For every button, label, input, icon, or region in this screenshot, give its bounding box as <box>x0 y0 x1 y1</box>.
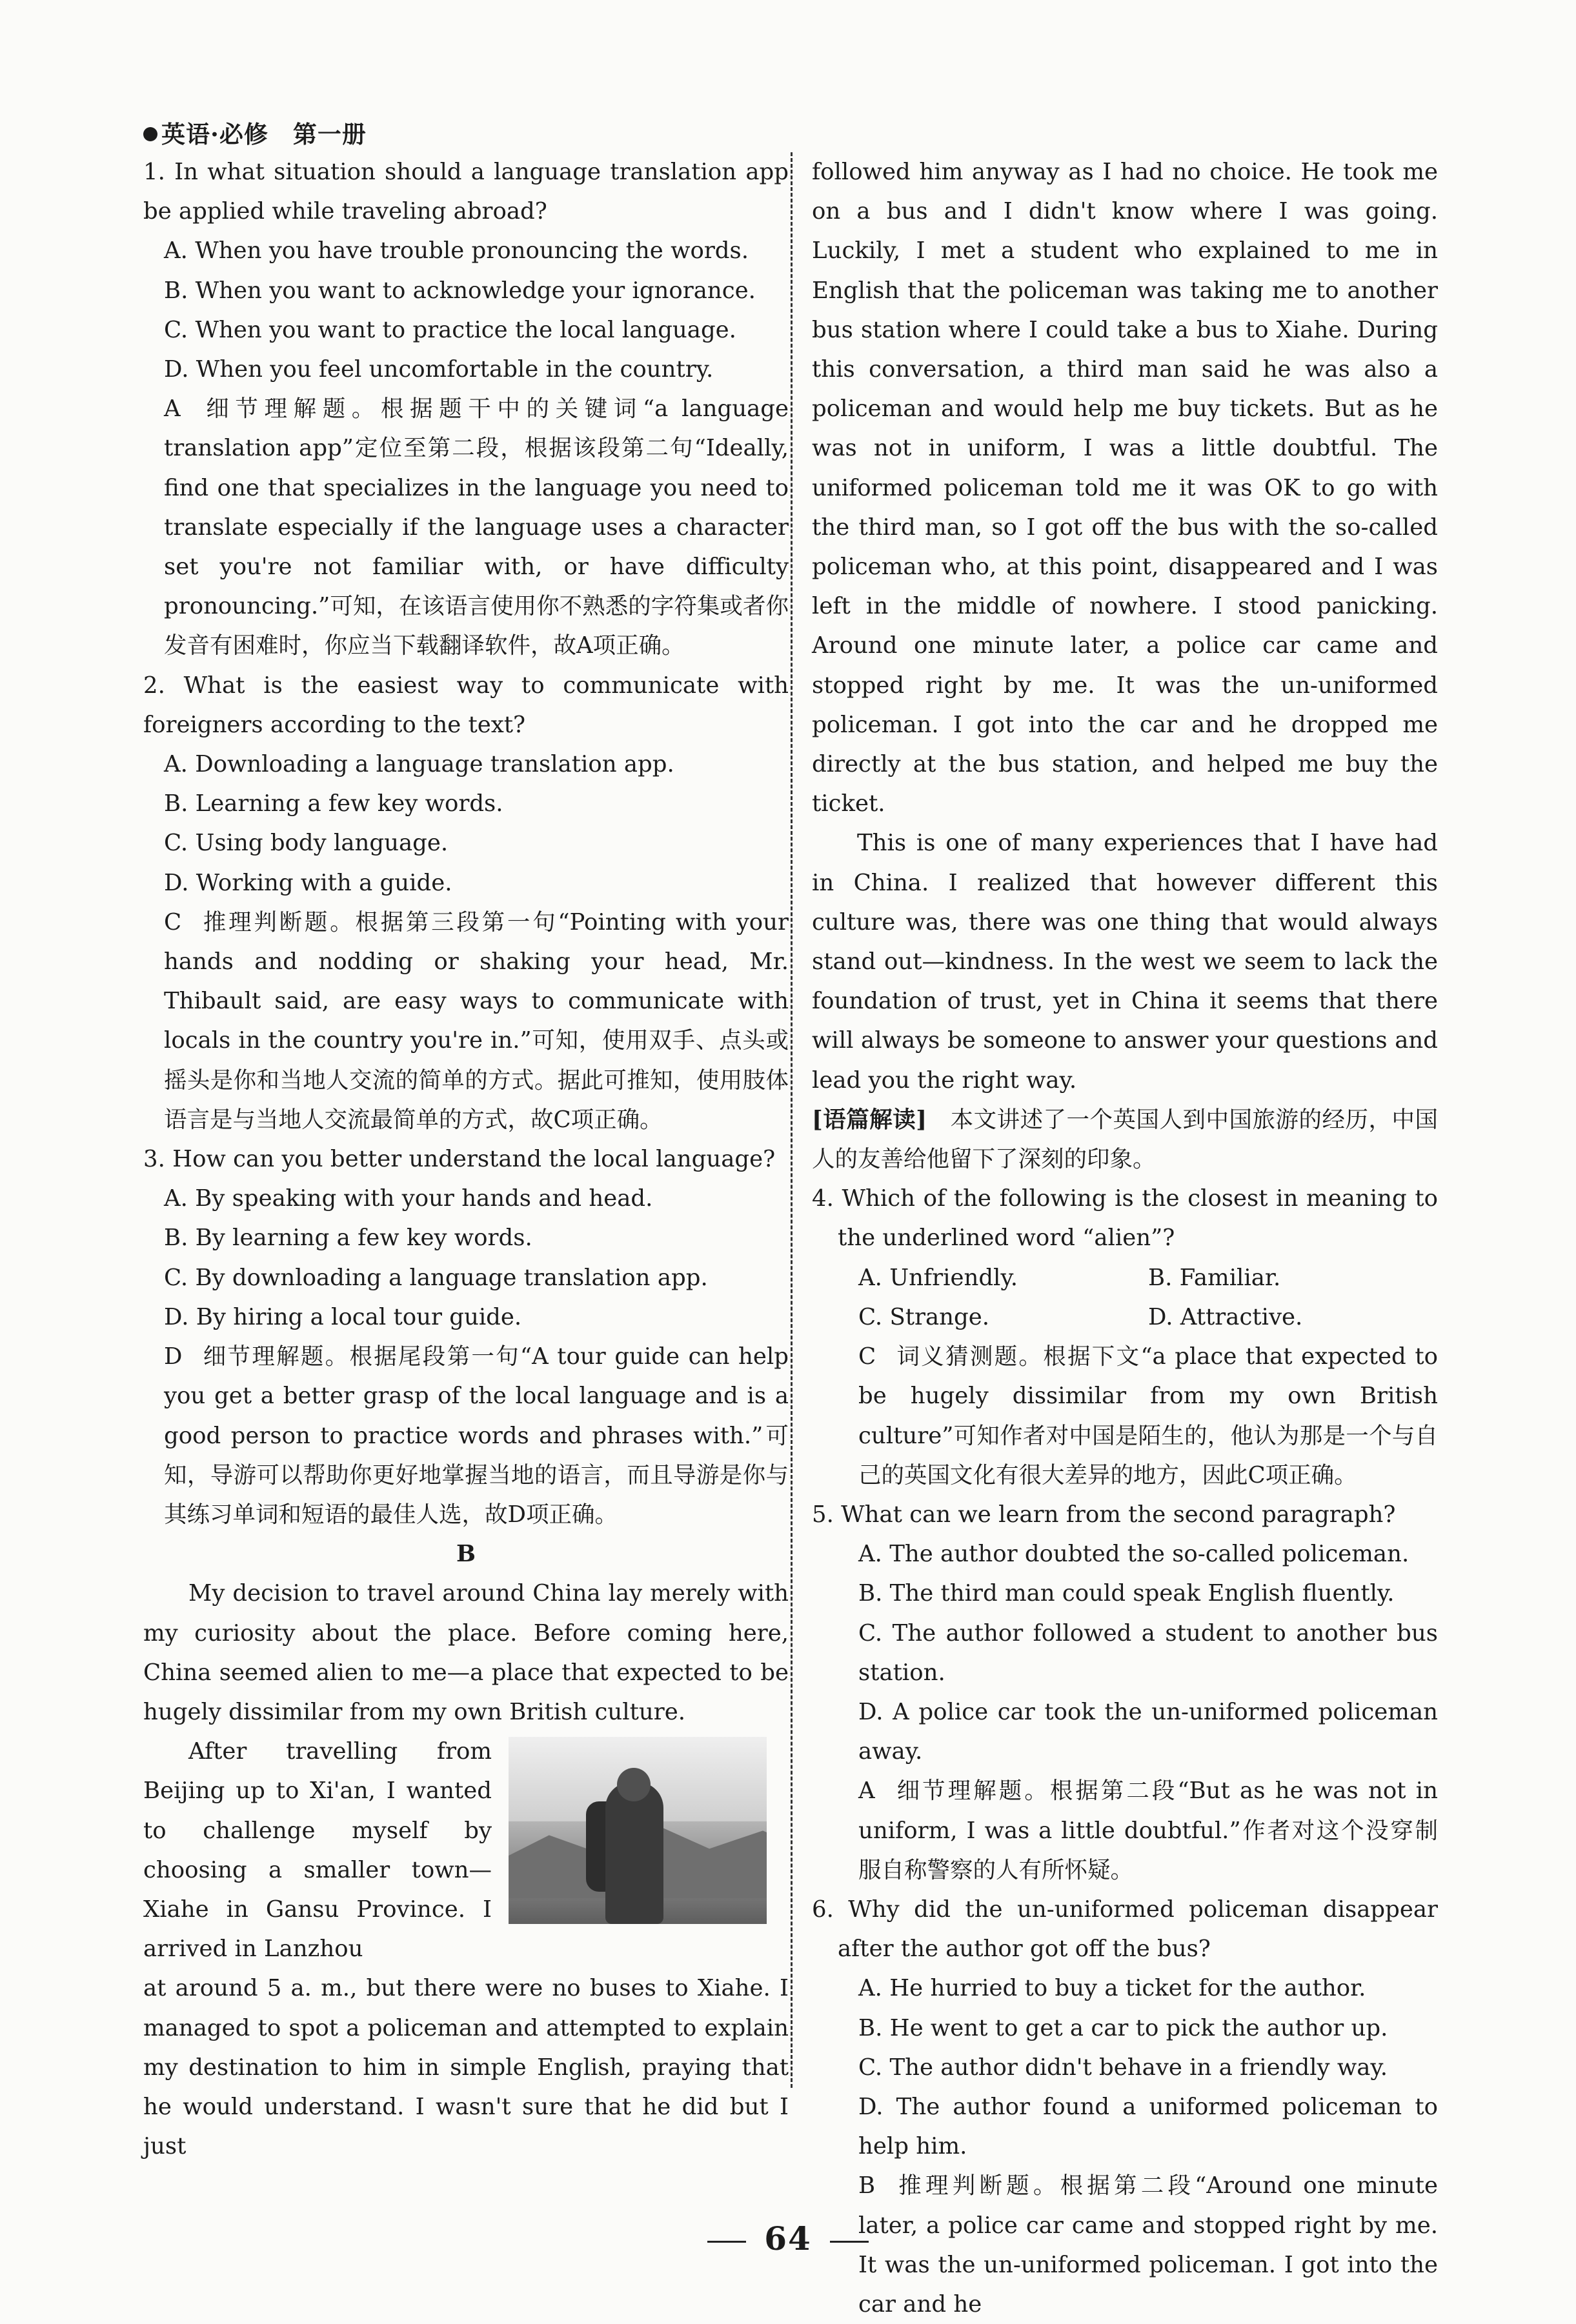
passage-paragraph-continued: at around 5 a. m., but there were no buses to Xiahe. I managed to spot a policeman and attempted to explain my destination to him in simple English, praying that he would understand. I wasn't sure that he did but I just <box>143 1975 789 2160</box>
dash-right <box>830 2241 869 2243</box>
answer-text: 细节理解题。根据尾段第一句“A tour guide can help you get a better grasp of the local language and is a good person to practice words and phrases with.”可知，导游可以帮助你更好地掌握当地的语言，而且导游是你与其练习单词和短语的最佳人选，故D项正确。 <box>164 1343 789 1528</box>
option: B. By learning a few key words. <box>164 1225 532 1252</box>
answer-text: 推理判断题。根据第二段“Around one minute later, a police car came and stopped right by me. It was the un-uniformed policeman. I got into the car and he <box>858 2172 1438 2318</box>
analysis-text: 本文讲述了一个英国人到中国旅游的经历，中国人的友善给他留下了深刻的印象。 <box>812 1106 1438 1173</box>
option: B. Familiar. <box>1148 1264 1281 1291</box>
question-4 <box>812 1179 1438 1495</box>
passage-with-photo <box>143 1732 789 1968</box>
answer-explanation <box>812 1337 1438 1495</box>
question-stem: 3. How can you better understand the local language? <box>143 1146 776 1173</box>
option: D. When you feel uncomfortable in the country. <box>164 356 714 383</box>
question-1 <box>143 152 789 666</box>
option: C. Strange. <box>858 1303 990 1330</box>
question-3 <box>143 1139 789 1534</box>
question-2 <box>143 666 789 1139</box>
page-header <box>143 115 367 150</box>
answer-letter: A <box>164 396 181 423</box>
answer-text: 细节理解题。根据题干中的关键词“a language translation app”定位至第二段，根据该段第二句“Ideally, find one that specializes in the language you need to translate especially if the language uses a character set you're not familiar with, or have difficulty pronouncing.”可知，在该语言使用你不熟悉的字符集或者你发音有困难时，你应当下载翻译软件，故A项正确。 <box>164 396 789 659</box>
passage-paragraph-continued: followed him anyway as I had no choice. He took me on a bus and I didn't know where I was going. Luckily, I met a student who explained to me in English that the policeman was taking me to another bus station where I could take a bus to Xiahe. During this conversation, a third man said he was also a policeman and would help me buy tickets. But as he was not in uniform, I was a little doubtful. The uniformed policeman told me it was OK to go with the third man, so I got off the bus with the so-called policeman who, at this point, disappeared and I was left in the middle of nowhere. I stood panicking. Around one minute later, a police car came and stopped right by me. It was the un-uniformed policeman. I got into the car and he dropped me directly at the bus station, and helped me buy the ticket. <box>812 159 1438 817</box>
answer-letter: B <box>858 2172 876 2199</box>
passage-analysis <box>812 1100 1438 1179</box>
question-6 <box>812 1890 1438 2324</box>
option: A. Downloading a language translation app. <box>164 751 674 778</box>
answer-explanation <box>143 903 789 1139</box>
option: A. Unfriendly. <box>858 1264 1018 1291</box>
option: A. When you have trouble pronouncing the words. <box>164 237 749 265</box>
right-column <box>812 152 1438 2324</box>
option: A. By speaking with your hands and head. <box>164 1185 653 1212</box>
option: C. Using body language. <box>164 830 449 857</box>
section-label: B <box>456 1541 476 1568</box>
answer-text: 细节理解题。根据第二段“But as he was not in uniform, I was a little doubtful.”作者对这个没穿制服自称警察的人有所怀疑。 <box>858 1778 1438 1883</box>
option: D. A police car took the un-uniformed policeman away. <box>858 1698 1438 1765</box>
analysis-tag: [语篇解读] <box>812 1106 927 1133</box>
question-stem: 1. In what situation should a language translation app be applied while traveling abroad? <box>143 159 789 225</box>
answer-text: 词义猜测题。根据下文“a place that expected to be hugely dissimilar from my own British culture”可知作者对中国是陌生的，他认为那是一个与自己的英国文化有很大差异的地方，因此C项正确。 <box>858 1343 1438 1488</box>
option-row <box>812 1297 1438 1337</box>
option: B. The third man could speak English fluently. <box>858 1580 1395 1607</box>
answer-letter: C <box>858 1343 876 1370</box>
option: A. The author doubted the so-called policeman. <box>858 1541 1409 1568</box>
hiker-photo <box>509 1737 767 1924</box>
answer-explanation <box>812 1771 1438 1890</box>
option: D. Attractive. <box>1148 1303 1303 1330</box>
page-number <box>0 2219 1576 2258</box>
answer-letter: D <box>164 1343 183 1370</box>
passage-paragraph: My decision to travel around China lay merely with my curiosity about the place. Before coming here, China seemed alien to me—a place that expected to be hugely dissimilar from my own British culture. <box>143 1580 789 1725</box>
passage-paragraph: After travelling from Beijing up to Xi'an, I wanted to challenge myself by choosing a smaller town—Xiahe in Gansu Province. I arrived in Lanzhou <box>143 1738 492 1963</box>
option: C. When you want to practice the local language. <box>164 316 736 343</box>
answer-explanation <box>143 389 789 665</box>
question-stem: 5. What can we learn from the second paragraph? <box>812 1501 1396 1528</box>
question-stem: 6. Why did the un-uniformed policeman disappear after the author got off the bus? <box>812 1896 1438 1963</box>
option: D. Working with a guide. <box>164 869 452 896</box>
question-stem: 2. What is the easiest way to communicate with foreigners according to the text? <box>143 672 789 738</box>
bullet-icon <box>143 127 157 141</box>
option: C. The author didn't behave in a friendly way. <box>858 2054 1388 2081</box>
option-row <box>812 1258 1438 1297</box>
option: A. He hurried to buy a ticket for the author. <box>858 1975 1366 2002</box>
question-5 <box>812 1495 1438 1890</box>
dash-left <box>707 2241 746 2243</box>
column-divider <box>791 152 793 2088</box>
header-title: 英语·必修 第一册 <box>161 120 367 148</box>
answer-letter: A <box>858 1778 875 1805</box>
option: C. The author followed a student to another bus station. <box>858 1619 1438 1686</box>
answer-explanation <box>143 1337 789 1534</box>
option: D. The author found a uniformed policeman to help him. <box>858 2093 1438 2160</box>
left-column <box>143 152 789 2166</box>
option: C. By downloading a language translation app. <box>164 1264 708 1291</box>
option: B. When you want to acknowledge your ignorance. <box>164 277 756 304</box>
option: B. He went to get a car to pick the author up. <box>858 2014 1388 2041</box>
answer-letter: C <box>164 908 182 936</box>
question-stem: 4. Which of the following is the closest in meaning to the underlined word “alien”? <box>812 1185 1438 1252</box>
option: D. By hiring a local tour guide. <box>164 1303 522 1330</box>
page-number-text: 64 <box>764 2219 812 2258</box>
passage-paragraph: This is one of many experiences that I have had in China. I realized that however different this culture was, there was one thing that would always stand out—kindness. In the west we seem to lack the foundation of trust, yet in China it seems that there will always be someone to answer your questions and lead you the right way. <box>812 830 1438 1094</box>
option: B. Learning a few key words. <box>164 790 503 817</box>
answer-text: 推理判断题。根据第三段第一句“Pointing with your hands and nodding or shaking your head, Mr. Thibault said, are easy ways to communicate with locals in the country you're in.”可知，使用双手、点头或摇头是你和当地人交流的简单的方式。据此可推知，使用肢体语言是与当地人交流最简单的方式，故C项正确。 <box>164 908 789 1133</box>
